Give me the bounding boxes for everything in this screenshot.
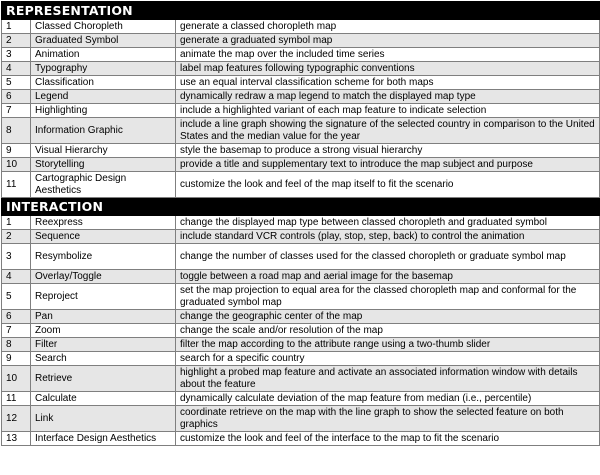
operator-name: Graduated Symbol [31,34,176,48]
table-row [2,270,600,284]
operator-name: Cartographic Design Aesthetics [31,172,176,198]
row-number: 6 [2,90,31,104]
operator-name: Calculate [31,392,176,406]
operator-name: Typography [31,62,176,76]
table-row [2,338,600,352]
row-number: 1 [2,216,31,230]
operator-description: toggle between a road map and aerial image for the basemap [176,270,600,284]
operator-description: use an equal interval classification scheme for both maps [176,76,600,90]
operator-description: provide a title and supplementary text to introduce the map subject and purpose [176,158,600,172]
table-row [2,118,600,144]
table-row [2,284,600,310]
row-number: 11 [2,392,31,406]
row-number: 13 [2,432,31,446]
table-row [2,352,600,366]
row-number: 9 [2,352,31,366]
operator-name: Legend [31,90,176,104]
table-row [2,392,600,406]
operator-description: label map features following typographic conventions [176,62,600,76]
table-row [2,62,600,76]
table-row [2,244,600,270]
row-number: 2 [2,230,31,244]
row-number: 3 [2,48,31,62]
row-number: 12 [2,406,31,432]
operator-name: Visual Hierarchy [31,144,176,158]
table-row [2,432,600,446]
table-row [2,158,600,172]
operator-name: Reproject [31,284,176,310]
table-row [2,34,600,48]
row-number: 2 [2,34,31,48]
row-number: 7 [2,324,31,338]
row-number: 4 [2,270,31,284]
row-number: 5 [2,76,31,90]
row-number: 5 [2,284,31,310]
table-row [2,48,600,62]
table-row [2,144,600,158]
operator-description: change the scale and/or resolution of the map [176,324,600,338]
operator-description: coordinate retrieve on the map with the line graph to show the selected feature on both graphics [176,406,600,432]
row-number: 9 [2,144,31,158]
row-number: 8 [2,118,31,144]
row-number: 1 [2,20,31,34]
operator-name: Filter [31,338,176,352]
requirements-table [1,1,600,446]
operator-description: change the displayed map type between classed choropleth and graduated symbol [176,216,600,230]
row-number: 8 [2,338,31,352]
operator-description: include standard VCR controls (play, stop, step, back) to control the animation [176,230,600,244]
operator-name: Storytelling [31,158,176,172]
operator-description: change the geographic center of the map [176,310,600,324]
operator-description: highlight a probed map feature and activate an associated information window with details about the feature [176,366,600,392]
operator-name: Highlighting [31,104,176,118]
table-row [2,90,600,104]
row-number: 4 [2,62,31,76]
operator-description: search for a specific country [176,352,600,366]
requirements-table-container [1,1,599,474]
row-number: 10 [2,366,31,392]
operator-name: Retrieve [31,366,176,392]
table-row [2,20,600,34]
operator-name: Link [31,406,176,432]
operator-description: include a line graph showing the signature of the selected country in comparison to the United States and the median value for the year [176,118,600,144]
operator-description: generate a graduated symbol map [176,34,600,48]
operator-description: generate a classed choropleth map [176,20,600,34]
operator-description: change the number of classes used for the classed choropleth or graduate symbol map [176,244,600,270]
operator-description: animate the map over the included time series [176,48,600,62]
operator-name: Sequence [31,230,176,244]
operator-description: dynamically redraw a map legend to match the displayed map type [176,90,600,104]
operator-description: dynamically calculate deviation of the map feature from median (i.e., percentile) [176,392,600,406]
operator-name: Information Graphic [31,118,176,144]
section-header-representation [2,2,600,20]
section-title: INTERACTION [2,198,600,216]
section-title: REPRESENTATION [2,2,600,20]
operator-name: Classification [31,76,176,90]
operator-name: Pan [31,310,176,324]
table-row [2,76,600,90]
table-row [2,104,600,118]
row-number: 11 [2,172,31,198]
table-row [2,406,600,432]
row-number: 7 [2,104,31,118]
table-row [2,324,600,338]
operator-name: Resymbolize [31,244,176,270]
operator-name: Interface Design Aesthetics [31,432,176,446]
table-row [2,172,600,198]
operator-name: Overlay/Toggle [31,270,176,284]
table-row [2,230,600,244]
row-number: 6 [2,310,31,324]
operator-name: Animation [31,48,176,62]
operator-name: Zoom [31,324,176,338]
operator-name: Classed Choropleth [31,20,176,34]
row-number: 10 [2,158,31,172]
section-header-interaction [2,198,600,216]
table-row [2,366,600,392]
operator-name: Search [31,352,176,366]
operator-description: filter the map according to the attribute range using a two-thumb slider [176,338,600,352]
operator-name: Reexpress [31,216,176,230]
operator-description: set the map projection to equal area for the classed choropleth map and conformal for the graduated symbol map [176,284,600,310]
operator-description: include a highlighted variant of each map feature to indicate selection [176,104,600,118]
operator-description: customize the look and feel of the map itself to fit the scenario [176,172,600,198]
operator-description: style the basemap to produce a strong visual hierarchy [176,144,600,158]
table-row [2,216,600,230]
row-number: 3 [2,244,31,270]
table-row [2,310,600,324]
operator-description: customize the look and feel of the interface to the map to fit the scenario [176,432,600,446]
